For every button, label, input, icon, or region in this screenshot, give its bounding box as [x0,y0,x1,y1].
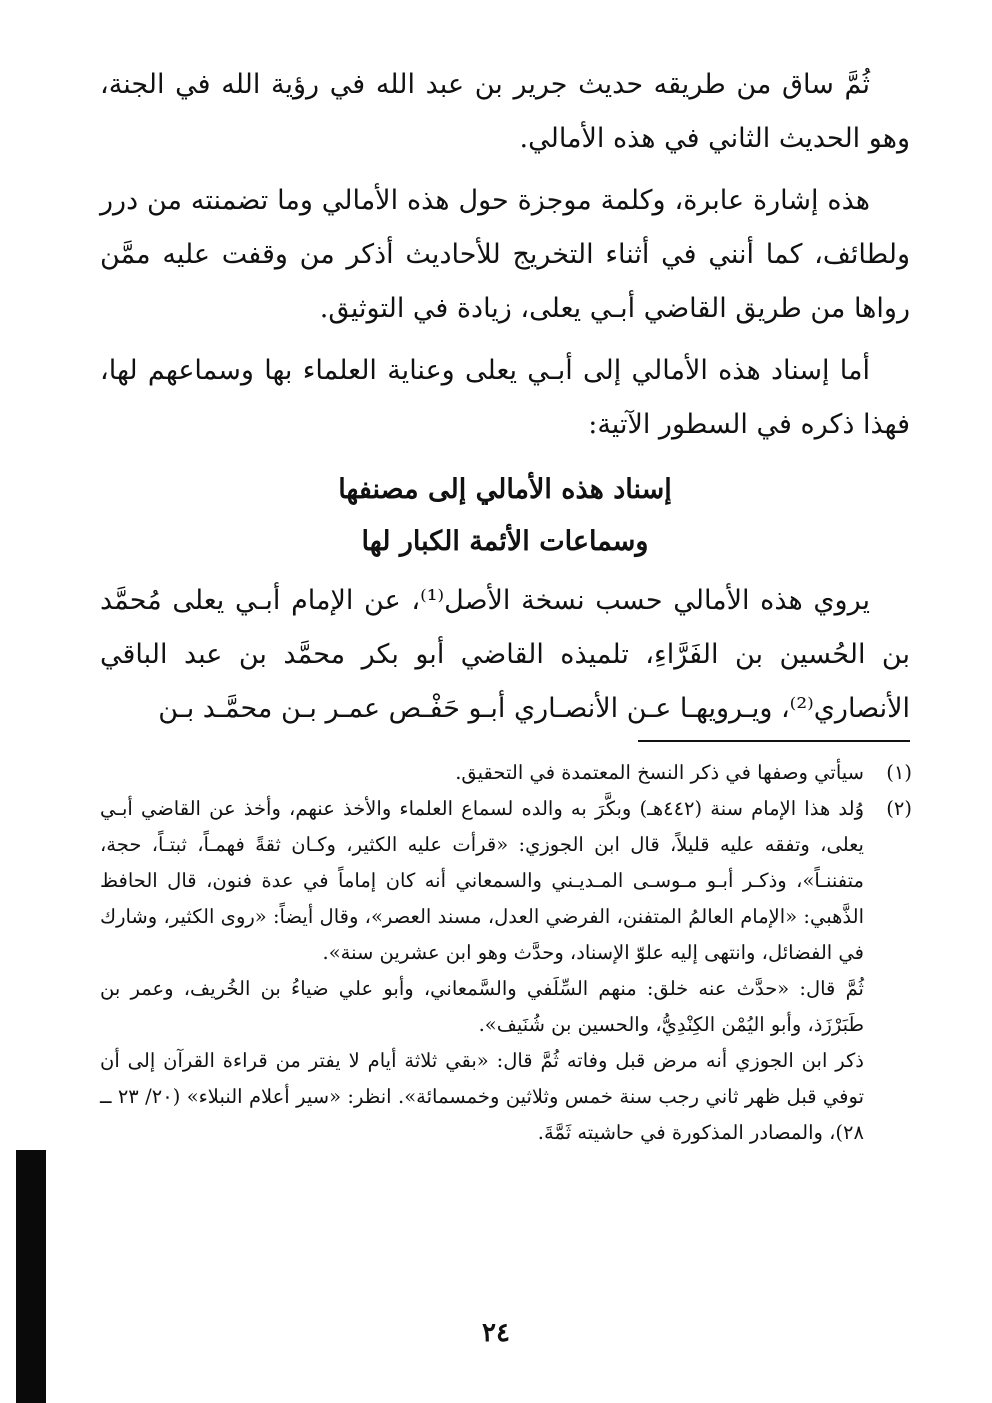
footnote-2-number: (٢) [886,797,912,820]
body-paragraph-4: يروي هذه الأمالي حسب نسخة الأصل⁽¹⁾، عن الإمام أبـي يعلى مُحمَّد بن الحُسين بن الفَرَّاءِ، تلميذه القاضي أبو بكر محمَّد بن عبد الباقي الأنصاري⁽²⁾، ويـرويهـا عـن الأنصـاري أبـو حَفْـص عمـر بـن محمَّـد بـن [100,585,910,724]
footnote-1-number: (١) [886,761,912,784]
body-paragraph-2: هذه إشارة عابرة، وكلمة موجزة حول هذه الأمالي وما تضمنته من درر ولطائف، كما أنني في أثناء التخريج للأحاديث أذكر من وقفت عليه ممَّن رواها من طريق القاضي أبـي يعلى، زيادة في التوثيق. [100,185,910,324]
footnote-1-text: سيأتي وصفها في ذكر النسخ المعتمدة في التحقيق. [455,761,864,784]
heading-line-1: إسناد هذه الأمالي إلى مصنفها [338,474,672,505]
footnote-1 [100,755,912,791]
footnote-separator [638,740,910,742]
scan-edge-bar [16,1150,46,1403]
main-text [100,58,910,744]
body-paragraph-1: ثُمَّ ساق من طريقه حديث جرير بن عبد الله في رؤية الله في الجنة، وهو الحديث الثاني في هذه الأمالي. [100,69,910,154]
footnotes [100,755,912,1151]
footnote-2-text: وُلد هذا الإمام سنة (٤٤٢هـ) وبكَّرَ به والده لسماع العلماء والأخذ عنهم، وأخذ عن القاضي أبـي يعلى، وتفقه عليه قليلاً، قال ابن الجوزي: «قرأت عليه الكثير، وكـان ثقةً فهمـاً، ثبتـاً، حجة، متفننـاً»، وذكـر أبـو مـوسـى المـديـني والسمعاني أنه كان إماماً في عدة فنون، قال الحافظ الذَّهبي: «الإمام العالمُ المتفنن، الفرضي العدل، مسند العصر»، وقال أيضاً: «روى الكثير، وشارك في الفضائل، وانتهى إليه علوّ الإسناد، وحدَّث وهو ابن عشرين سنة». [100,797,865,964]
body-paragraph-3: أما إسناد هذه الأمالي إلى أبـي يعلى وعناية العلماء بها وسماعهم لها، فهذا ذكره في السطور الآتية: [100,355,910,440]
footnote-2-continuation-1: ثُمَّ قال: «حدَّث عنه خلق: منهم السِّلَفي والسَّمعاني، وأبو علي ضياءُ بن الخُريف، وعمر بن طَبَرْزَذ، وأبو اليُمْن الكِنْدِيُّ، والحسين بن شُنَيف». [100,977,864,1036]
section-heading [100,464,910,568]
footnote-2 [100,791,912,971]
page-number: ٢٤ [482,1318,510,1348]
heading-line-2: وسماعات الأئمة الكبار لها [361,526,649,557]
footnote-2-continuation-2: ذكر ابن الجوزي أنه مرض قبل وفاته ثُمَّ قال: «بقي ثلاثة أيام لا يفتر من قراءة القرآن إلى أن توفي قبل ظهر ثاني رجب سنة خمس وثلاثين وخمسمائة». انظر: «سير أعلام النبلاء» (٢٠/ ٢٣ ــ ٢٨)، والمصادر المذكورة في حاشيته ثَمَّةَ. [100,1049,864,1144]
